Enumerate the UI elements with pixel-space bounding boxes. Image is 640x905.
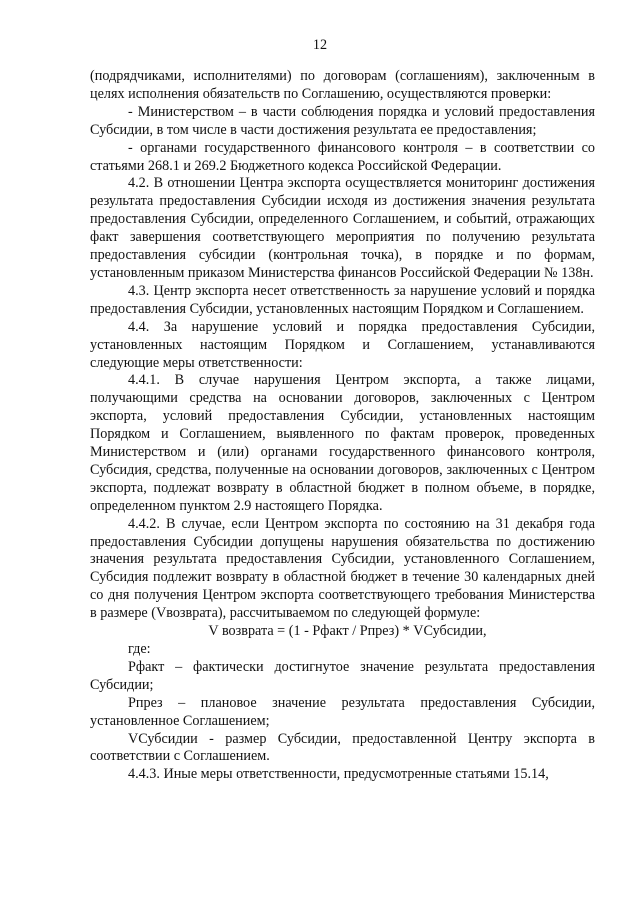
paragraph-contractors-checks: (подрядчиками, исполнителями) по договорам (соглашениям), заключенным в целях исполнения обязательств по Соглашению, осуществляются проверки:	[90, 68, 595, 102]
definition-pplan: Рпрез – плановое значение результата предоставления Субсидии, установленное Соглашением;	[90, 694, 595, 729]
paragraph-4-4: 4.4. За нарушение условий и порядка предоставления Субсидии, установленных настоящим Порядком и Соглашением, устанавливаются следующие меры ответственности:	[90, 318, 595, 371]
paragraph-4-3: 4.3. Центр экспорта несет ответственность за нарушение условий и порядка предоставления Субсидии, установленных настоящим Порядком и Соглашением.	[90, 282, 595, 317]
definition-pfact: Рфакт – фактически достигнутое значение результата предоставления Субсидии;	[90, 658, 595, 693]
document-body	[90, 68, 595, 784]
list-item-ministry: - Министерством – в части соблюдения порядка и условий предоставления Субсидии, в том числе в части достижения результата ее предоставления;	[90, 103, 595, 138]
paragraph-4-4-1: 4.4.1. В случае нарушения Центром экспорта, а также лицами, получающими средства на основании договоров, заключенных с Центром экспорта, условий предоставления Субсидии, установленных настоящим Порядком и Соглашением, выявленного по фактам проверок, проведенных Министерством и (или) органами государственного финансового контроля, Субсидия, средства, полученные на основании договоров, заключенных с Центром экспорта, подлежат возврату в областной бюджет в полном объеме, в порядке, определенном пунктом 2.9 настоящего Порядка.	[90, 372, 595, 514]
definition-vsubsidy: VСубсидии - размер Субсидии, предоставленной Центру экспорта в соответствии с Соглашением.	[90, 730, 595, 765]
formula: V возврата = (1 - Рфакт / Рпрез) * VСубсидии,	[208, 623, 487, 640]
paragraph-4-2: 4.2. В отношении Центра экспорта осуществляется мониторинг достижения результата предоставления Субсидии исходя из достижения значения результата предоставления Субсидии, определенного Соглашением, и событий, отражающих факт завершения соответствующего мероприятия по получению результата предоставления субсидии (контрольная точка), в порядке и по формам, установленным приказом Министерства финансов Российской Федерации № 138н.	[90, 175, 595, 281]
paragraph-4-4-3: 4.4.3. Иные меры ответственности, предусмотренные статьями 15.14,	[128, 766, 549, 783]
list-item-financial-control: - органами государственного финансового контроля – в соответствии со статьями 268.1 и 269.2 Бюджетного кодекса Российской Федерации.	[90, 139, 595, 174]
where-label: где:	[128, 641, 151, 657]
page-number: 12	[312, 37, 328, 53]
paragraph-4-4-2: 4.4.2. В случае, если Центром экспорта по состоянию на 31 декабря года предоставления Субсидии допущены нарушения обязательства по достижению значения результата предоставления Субсидии, установленного Соглашением, Субсидия подлежит возврату в областной бюджет в течение 30 календарных дней со дня получения Центром экспорта соответствующего требования Министерства в размере (Vвозврата), рассчитываемом по следующей формуле:	[90, 515, 595, 622]
